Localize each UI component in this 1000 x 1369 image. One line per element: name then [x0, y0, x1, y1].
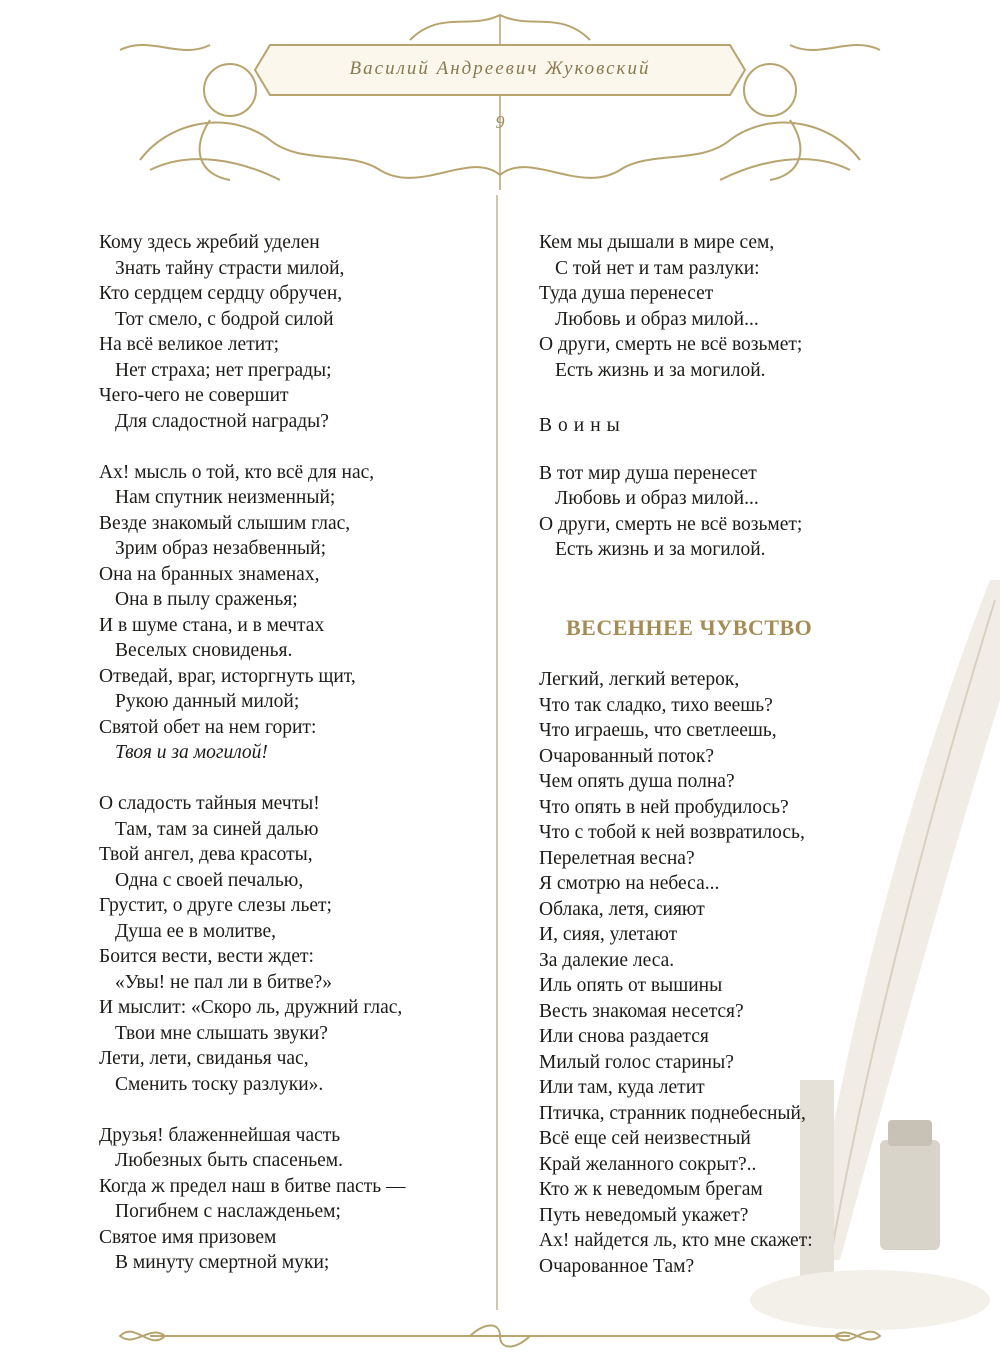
verse-line: Иль опять от вышины: [539, 975, 723, 996]
verse-line: Кому здесь жребий уделен: [99, 232, 320, 253]
verse-line: Чем опять душа полна?: [539, 771, 735, 792]
verse-line: Она на бранных знаменах,: [99, 563, 320, 585]
verse-line: Что играешь, что светлеешь,: [539, 720, 777, 741]
verse-line: Знать тайну страсти милой,: [115, 257, 345, 279]
verse-line: Рукою данный милой;: [115, 691, 300, 712]
verse-line: Что опять в ней пробудилось?: [539, 796, 789, 818]
verse-line: Нам спутник неизменный;: [115, 487, 336, 508]
verse-line: Край желанного сокрыт?..: [539, 1153, 757, 1175]
verse-line: Ах! мысль о той, кто всё для нас,: [99, 461, 375, 483]
page-number: 9: [495, 112, 505, 132]
verse-line: Я смотрю на небеса...: [539, 873, 720, 894]
verse-line: Легкий, легкий ветерок,: [539, 669, 740, 690]
verse-line: Сменить тоску разлуки».: [115, 1073, 324, 1095]
verse-line: Веселых сновиденья.: [115, 640, 293, 661]
verse-line: Отведай, враг, исторгнуть щит,: [99, 665, 356, 687]
verse-line: О други, смерть не всё возьмет;: [539, 513, 803, 535]
verse-line: Всё еще сей неизвестный: [539, 1128, 751, 1149]
left-column: [99, 230, 479, 1301]
verse-line: Когда ж предел наш в битве пасть —: [99, 1175, 406, 1197]
stanza: [539, 461, 869, 563]
verse-line: В минуту смертной муки;: [115, 1252, 330, 1273]
verse-line: Облака, летя, сияют: [539, 898, 705, 920]
verse-line: Кем мы дышали в мире сем,: [539, 232, 775, 253]
verse-line: Что так сладко, тихо веешь?: [539, 694, 773, 716]
verse-line: Святое имя призовем: [99, 1226, 277, 1248]
verse-line: И мыслит: «Скоро ль, дружний глас,: [99, 997, 403, 1018]
verse-line: Душа ее в молитве,: [115, 920, 277, 942]
stanza: [99, 230, 479, 434]
verse-line: Что с тобой к ней возвратилось,: [539, 822, 805, 843]
verse-line: Святой обет на нем горит:: [99, 716, 317, 738]
verse-line: И, сияя, улетают: [539, 924, 678, 945]
verse-line: С той нет и там разлуки:: [555, 257, 760, 279]
verse-line: Она в пылу сраженья;: [115, 589, 298, 610]
verse-line: Для сладостной награды?: [115, 410, 329, 432]
verse-line: Очарованный поток?: [539, 745, 715, 767]
verse-line: Твои мне слышать звуки?: [115, 1022, 328, 1044]
verse-line: Любезных быть спасеньем.: [115, 1150, 344, 1171]
verse-line: За далекие леса.: [539, 949, 675, 971]
verse-line: Лети, лети, свиданья час,: [99, 1048, 309, 1069]
verse-line: Перелетная весна?: [539, 847, 695, 869]
verse-line: Везде знакомый слышим глас,: [99, 512, 351, 534]
verse-line: О други, смерть не всё возьмет;: [539, 334, 803, 355]
verse-line: Очарованное Там?: [539, 1255, 695, 1277]
column-divider: [496, 195, 498, 1310]
poem-title: ВЕСЕННЕЕ ЧУВСТВО: [566, 614, 813, 640]
verse-line: Друзья! блаженнейшая часть: [99, 1124, 341, 1146]
verse-line: «Увы! не пал ли в битве?»: [115, 971, 333, 993]
verse-line: Твоя и за могилой!: [115, 742, 268, 763]
verse-line: Кто сердцем сердцу обручен,: [99, 283, 343, 304]
verse-line: Одна с своей печалью,: [115, 869, 304, 891]
verse-line: Туда душа перенесет: [539, 283, 714, 304]
verse-line: Там, там за синей далью: [115, 818, 319, 840]
stanza: [99, 791, 479, 1097]
verse-line: Милый голос старины?: [539, 1051, 734, 1073]
right-column: [539, 230, 869, 1305]
verse-line: Или снова раздается: [539, 1026, 709, 1047]
verse-line: Грустит, о друге слезы льет;: [99, 895, 332, 916]
verse-line: Любовь и образ милой...: [555, 488, 759, 509]
verse-line: Есть жизнь и за могилой.: [555, 539, 766, 560]
verse-line: О сладость тайныя мечты!: [99, 793, 320, 814]
verse-line: Тот смело, с бодрой силой: [115, 308, 334, 330]
verse-line: Путь неведомый укажет?: [539, 1204, 749, 1226]
poem-body: [539, 667, 869, 1279]
verse-line: Чего-чего не совершит: [99, 385, 289, 406]
stanza: [99, 1123, 479, 1276]
verse-line: Птичка, странник поднебесный,: [539, 1102, 806, 1124]
verse-line: Любовь и образ милой...: [555, 308, 759, 330]
header-ornament: [0, 0, 1000, 210]
author-name: Василий Андреевич Жуковский: [349, 58, 651, 79]
verse-line: Зрим образ незабвенный;: [115, 538, 327, 559]
footer-ornament: [110, 1316, 890, 1356]
verse-line: Ах! найдется ль, кто мне скажет:: [539, 1230, 813, 1251]
stanza: [99, 460, 479, 766]
verse-line: Погибнем с наслажденьем;: [115, 1201, 341, 1222]
verse-line: Боится вести, вести ждет:: [99, 946, 314, 967]
verse-line: В тот мир душа перенесет: [539, 462, 757, 484]
verse-line: Твой ангел, дева красоты,: [99, 844, 313, 865]
verse-line: Весть знакомая несется?: [539, 1000, 744, 1022]
stanza: [539, 230, 869, 383]
verse-line: Кто ж к неведомым брегам: [539, 1179, 763, 1200]
verse-line: Или там, куда летит: [539, 1077, 705, 1098]
verse-line: Нет страха; нет преграды;: [115, 359, 332, 381]
verse-line: Есть жизнь и за могилой.: [555, 359, 766, 381]
verse-line: На всё великое летит;: [99, 334, 280, 355]
chorus-label: Воины: [539, 415, 626, 436]
verse-line: И в шуме стана, и в мечтах: [99, 614, 325, 636]
